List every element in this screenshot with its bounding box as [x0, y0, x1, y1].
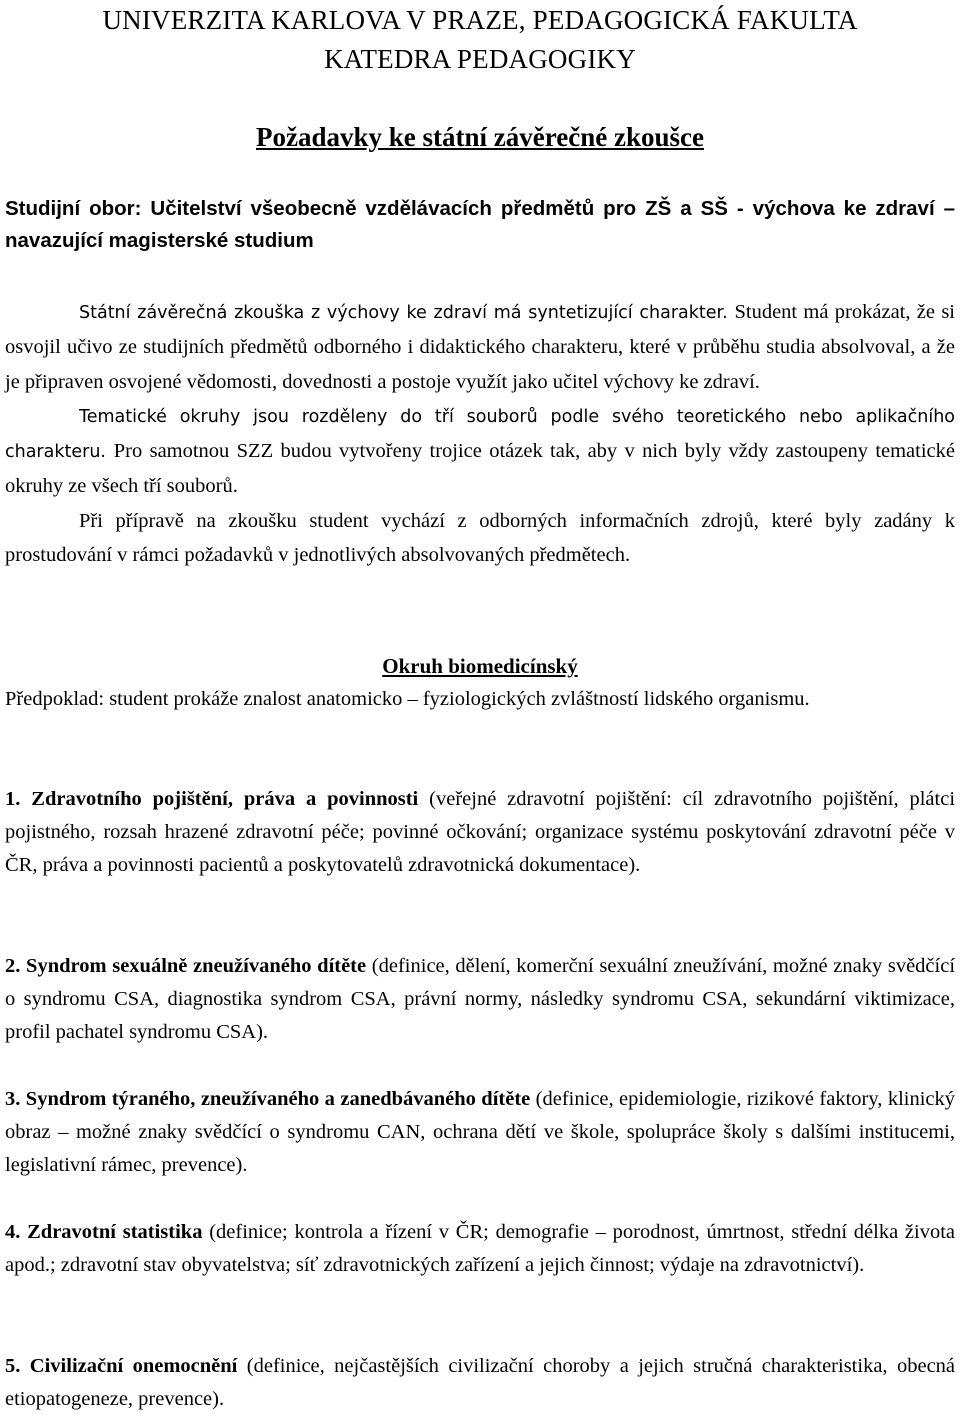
intro-p1-sentence-2: Student má prokázat, že si osvojil učivo ze studijních předmětů odborného i didaktického charakteru, které v průběhu studia absolvoval, a že je připraven osvojené vědomosti, dovednosti a postoje využít jako učitel výchovy ke zdraví.: [5, 301, 955, 393]
topic-detail: (definice, dělení, komerční sexuální zneužívání, možné znaky svědčící o syndromu CSA, diagnostika syndrom CSA, právní normy, následky syndromu CSA, sekundární viktimizace, profil pachatel syndromu CSA).: [5, 955, 956, 1043]
topic-title: Zdravotní statistika: [27, 1221, 203, 1243]
topic-title: Civilizační onemocnění: [29, 1355, 238, 1377]
section-title: Okruh biomedicínský: [382, 654, 578, 678]
requirements-title: Požadavky ke státní závěrečné zkoušce: [256, 122, 704, 152]
topic-title: Syndrom sexuálně zneužívaného dítěte: [26, 955, 367, 977]
field-of-study: Studijní obor: Učitelství všeobecně vzdělávacích předmětů pro ZŠ a SŠ - výchova ke zdraví – navazující magisterské studium: [5, 197, 955, 252]
topic-item: [5, 1350, 955, 1416]
topic-detail: (veřejné zdravotní pojištění: cíl zdravotního pojištění, plátci pojistného, rozsah hrazené zdravotní péče; povinné očkování; organizace systému poskytování zdravotní péče v ČR, práva a povinnosti pacientů a poskytovatelů zdravotnická dokumentace).: [5, 788, 956, 876]
intro-section: [5, 295, 955, 572]
topic-item: [5, 1083, 955, 1182]
topic-detail: (definice, epidemiologie, rizikové faktory, klinický obraz – možné znaky svědčící o syndromu CAN, ochrana dětí ve škole, spolupráce školy s dalšími institucemi, legislativní rámec, prevence).: [5, 1088, 956, 1176]
topic-number: 4.: [5, 1221, 21, 1243]
topic-detail: (definice, nejčastějších civilizační choroby a jejich stručná charakteristika, obecná etiopatogeneze, prevence).: [5, 1355, 956, 1410]
topic-detail: (definice; kontrola a řízení v ČR; demografie – porodnost, úmrtnost, střední délka života apod.; zdravotní stav obyvatelstva; síť zdravotnických zařízení a jejich činnost; výdaje na zdravotnictví).: [5, 1221, 956, 1276]
intro-paragraph-1: [5, 295, 955, 400]
topic-number: 3.: [5, 1088, 21, 1110]
intro-paragraph-3: Při přípravě na zkoušku student vychází z odborných informačních zdrojů, které byly zadány k prostudování v rámci požadavků v jednotlivých absolvovaných předmětech.: [5, 510, 955, 566]
intro-p2-sentence-2: Pro samotnou SZZ budou vytvořeny trojice otázek tak, aby v nich byly vždy zastoupeny tematické okruhy ze všech tří souborů.: [5, 440, 955, 497]
intro-paragraph-2: [5, 400, 955, 504]
topic-item: [5, 783, 955, 882]
department-header: KATEDRA PEDAGOGIKY: [324, 44, 636, 74]
topic-number: 5.: [5, 1355, 21, 1377]
university-header: UNIVERZITA KARLOVA V PRAZE, PEDAGOGICKÁ FAKULTA: [102, 5, 858, 35]
topic-title: Zdravotního pojištění, práva a povinnosti: [31, 788, 419, 810]
topic-item: [5, 950, 955, 1049]
intro-p1-sentence-1: Státní závěrečná zkouška z výchovy ke zdraví má syntetizující charakter.: [79, 303, 728, 323]
intro-p2-sentence-1: Tematické okruhy jsou rozděleny do tří souborů podle svého teoretického nebo aplikačního charakteru.: [5, 407, 955, 462]
topic-number: 1.: [5, 788, 21, 810]
topic-number: 2.: [5, 955, 21, 977]
prerequisite: Předpoklad: student prokáže znalost anatomicko – fyziologických zvláštností lidského organismu.: [5, 688, 810, 710]
topic-item: [5, 1216, 955, 1282]
topic-title: Syndrom týraného, zneužívaného a zanedbávaného dítěte: [25, 1088, 531, 1110]
